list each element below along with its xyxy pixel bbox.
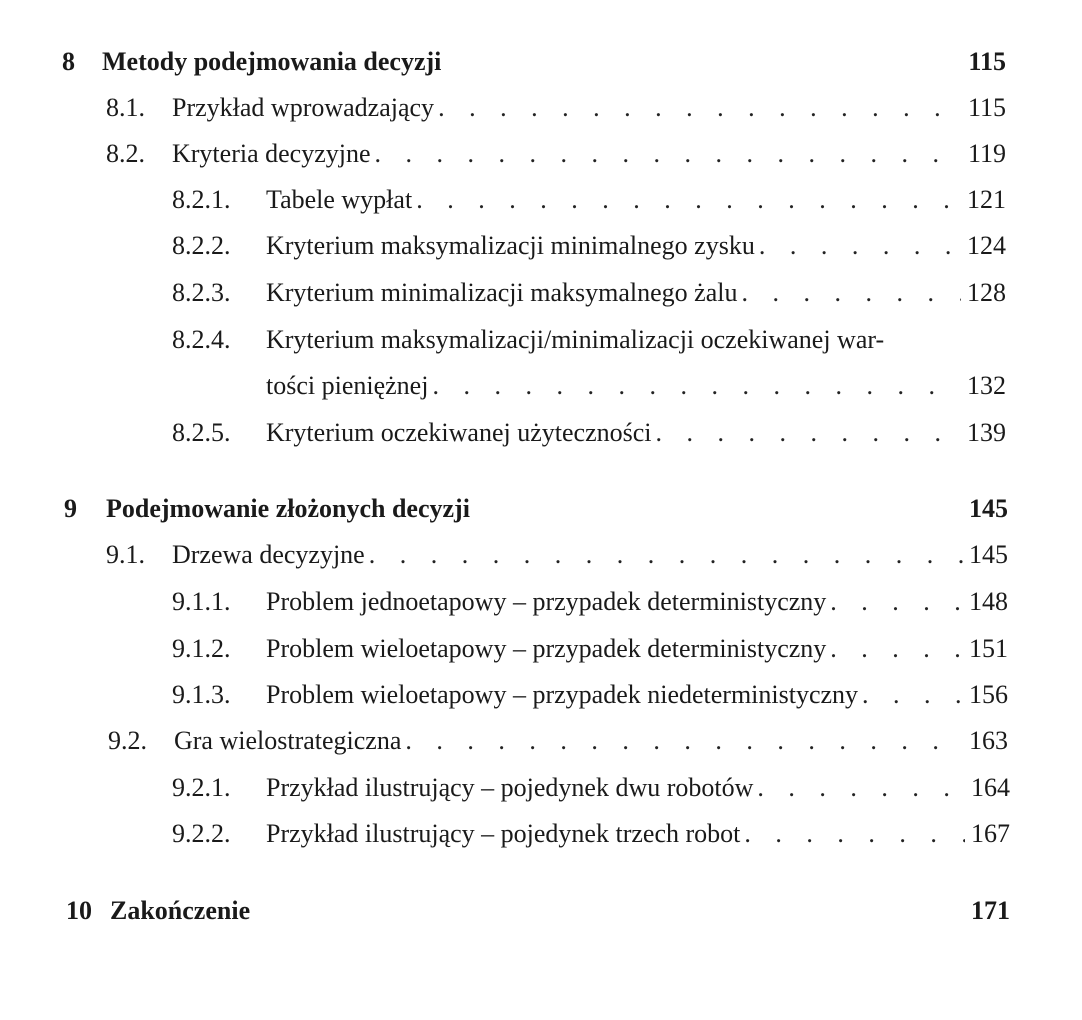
page-number: 121	[967, 185, 1006, 214]
dot-leader	[438, 88, 962, 128]
subsection-number: 8.2.1.	[172, 185, 231, 214]
subsection-title: Kryterium maksymalizacji minimalnego zysku	[266, 231, 755, 260]
subsection-number: 9.2.2.	[172, 819, 231, 848]
page-number: 124	[967, 231, 1006, 260]
subsection-title: Problem jednoetapowy – przypadek deterministyczny	[266, 587, 827, 616]
subsection-number: 9.1.2.	[172, 634, 231, 663]
toc-section-9-1[interactable]	[0, 535, 1082, 575]
page-number: 163	[969, 726, 1008, 755]
page-number: 115	[967, 93, 1006, 122]
subsection-title: Przykład ilustrujący – pojedynek trzech robot	[266, 819, 741, 848]
dot-leader	[757, 768, 965, 808]
page-number: 145	[969, 540, 1008, 569]
chapter-number: 10	[66, 896, 92, 925]
toc-subsection-8-2-4-cont[interactable]	[0, 366, 1082, 406]
toc-subsection-9-2-1[interactable]	[0, 768, 1082, 808]
toc-chapter-8[interactable]	[0, 42, 1082, 82]
toc-section-8-1[interactable]	[0, 88, 1082, 128]
subsection-title: Przykład ilustrujący – pojedynek dwu robotów	[266, 773, 754, 802]
page-number: 115	[968, 47, 1006, 76]
dot-leader	[656, 413, 962, 453]
subsection-title-line1: Kryterium maksymalizacji/minimalizacji oczekiwanej war-	[266, 325, 885, 354]
subsection-number: 9.2.1.	[172, 773, 231, 802]
section-title: Drzewa decyzyjne	[172, 540, 365, 569]
subsection-number: 9.1.1.	[172, 587, 231, 616]
page-number: 145	[969, 494, 1008, 523]
section-number: 8.2.	[106, 139, 145, 168]
chapter-title: Zakończenie	[110, 896, 251, 925]
dot-leader	[830, 629, 963, 669]
dot-leader	[416, 180, 961, 220]
subsection-number: 8.2.2.	[172, 231, 231, 260]
toc-subsection-8-2-1[interactable]	[0, 180, 1082, 220]
subsection-title: Problem wieloetapowy – przypadek deterministyczny	[266, 634, 827, 663]
page-number: 156	[969, 680, 1008, 709]
dot-leader	[744, 814, 965, 854]
toc-section-9-2[interactable]	[0, 721, 1082, 761]
dot-leader	[432, 366, 961, 406]
toc-subsection-8-2-2[interactable]	[0, 226, 1082, 266]
subsection-title-line2: tości pieniężnej	[266, 371, 429, 400]
subsection-title: Problem wieloetapowy – przypadek niedeterministyczny	[266, 680, 859, 709]
toc-section-8-2[interactable]	[0, 134, 1082, 174]
toc-subsection-9-2-2[interactable]	[0, 814, 1082, 854]
section-number: 8.1.	[106, 93, 145, 122]
subsection-number: 8.2.5.	[172, 418, 231, 447]
page-number: 167	[971, 819, 1010, 848]
toc-subsection-9-1-3[interactable]	[0, 675, 1082, 715]
section-title: Przykład wprowadzający	[172, 93, 435, 122]
subsection-number: 8.2.4.	[172, 325, 231, 354]
toc-subsection-9-1-2[interactable]	[0, 629, 1082, 669]
section-number: 9.1.	[106, 540, 145, 569]
toc-subsection-8-2-4[interactable]	[0, 320, 1082, 360]
subsection-title: Kryterium minimalizacji maksymalnego żalu	[266, 278, 738, 307]
dot-leader	[862, 675, 963, 715]
page-number: 139	[967, 418, 1006, 447]
dot-leader	[405, 721, 963, 761]
page-number: 171	[971, 896, 1010, 925]
chapter-number: 8	[62, 47, 75, 76]
subsection-number: 8.2.3.	[172, 278, 231, 307]
page-number: 119	[967, 139, 1006, 168]
dot-leader	[375, 134, 962, 174]
chapter-number: 9	[64, 494, 77, 523]
subsection-title: Tabele wypłat	[266, 185, 413, 214]
toc-subsection-8-2-3[interactable]	[0, 273, 1082, 313]
section-title: Gra wielostrategiczna	[174, 726, 402, 755]
page-number: 164	[971, 773, 1010, 802]
page-number: 128	[967, 278, 1006, 307]
section-number: 9.2.	[108, 726, 147, 755]
dot-leader	[830, 582, 963, 622]
dot-leader	[759, 226, 961, 266]
toc-subsection-9-1-1[interactable]	[0, 582, 1082, 622]
toc-subsection-8-2-5[interactable]	[0, 413, 1082, 453]
toc-chapter-9[interactable]	[0, 489, 1082, 529]
page-number: 151	[969, 634, 1008, 663]
page-number: 132	[967, 371, 1006, 400]
section-title: Kryteria decyzyjne	[172, 139, 371, 168]
subsection-number: 9.1.3.	[172, 680, 231, 709]
subsection-title: Kryterium oczekiwanej użyteczności	[266, 418, 652, 447]
chapter-title: Metody podejmowania decyzji	[102, 47, 442, 76]
dot-leader	[741, 273, 961, 313]
toc-chapter-10[interactable]	[0, 891, 1082, 931]
dot-leader	[369, 535, 963, 575]
page-number: 148	[969, 587, 1008, 616]
chapter-title: Podejmowanie złożonych decyzji	[106, 494, 470, 523]
